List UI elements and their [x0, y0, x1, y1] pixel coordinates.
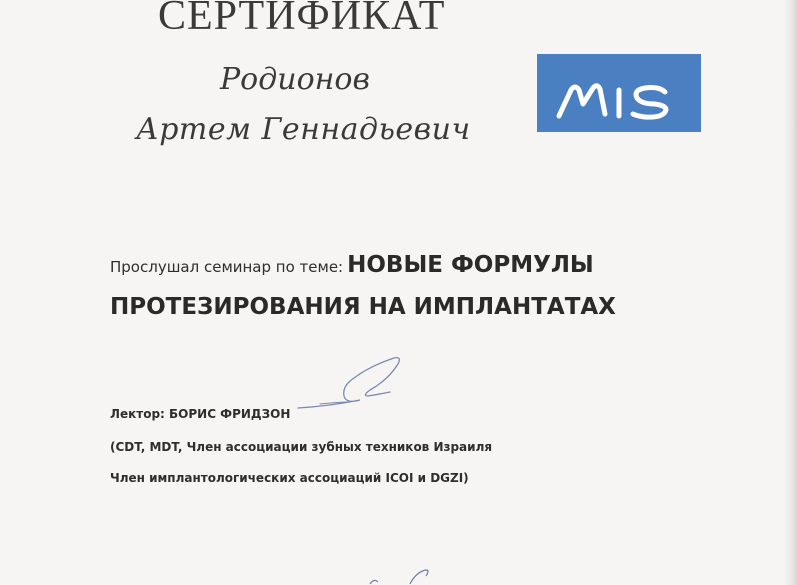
seminar-intro-line [110, 252, 594, 278]
mis-logo [537, 54, 701, 132]
seminar-topic-line2: ПРОТЕЗИРОВАНИЯ НА ИМПЛАНТАТАХ [110, 294, 616, 320]
bottom-pen-mark [340, 566, 460, 585]
lecturer-credentials-line1: (CDT, MDT, Член ассоциации зубных техников Израиля [110, 440, 493, 454]
seminar-topic-line1: НОВЫЕ ФОРМУЛЫ [347, 252, 594, 278]
lecturer-credentials-line2: Член имплантологических ассоциаций ICOI и DGZI) [110, 471, 469, 485]
mis-logo-mark [537, 54, 701, 132]
certificate-title: СЕРТИФИКАТ [158, 0, 446, 39]
seminar-intro-label: Прослушал семинар по теме: [110, 258, 344, 276]
recipient-given-names: Артем Геннадьевич [136, 112, 471, 147]
recipient-surname: Родионов [220, 62, 370, 97]
lecturer-name: Лектор: БОРИС ФРИДЗОН [110, 407, 291, 421]
lecturer-signature [290, 350, 410, 420]
page-edge-shadow [784, 0, 798, 585]
